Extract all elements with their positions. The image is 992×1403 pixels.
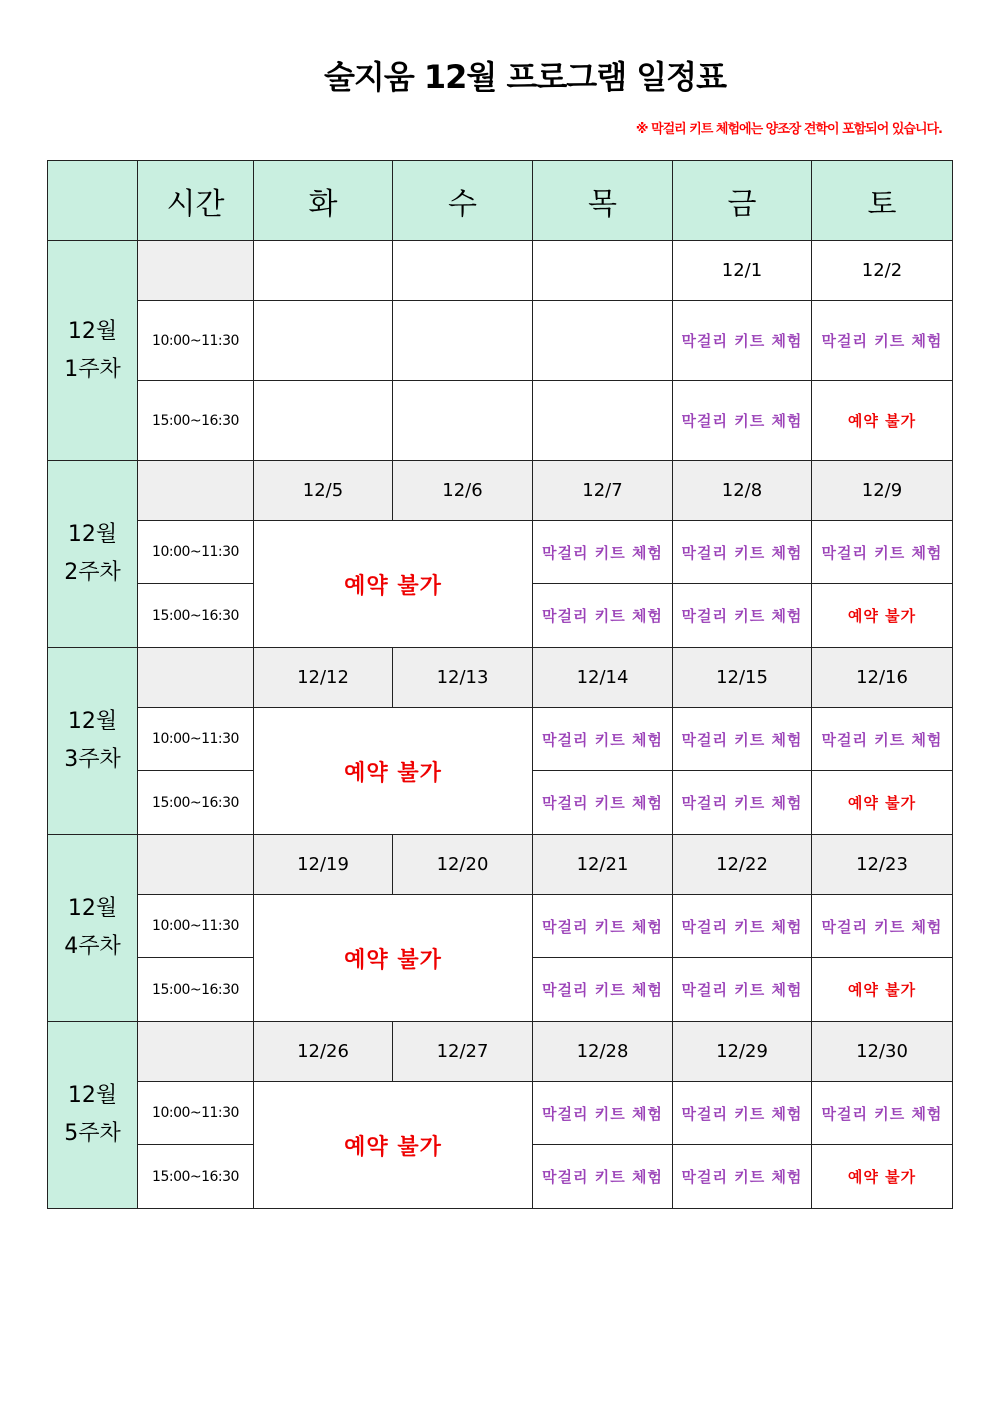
date-cell: 12/27 [393, 1022, 533, 1082]
date-cell [533, 241, 673, 301]
week1-date-row [48, 241, 953, 301]
date-cell [138, 461, 254, 521]
week1-month: 12월 [67, 318, 118, 344]
slot-cell: 막걸리 키트 체험 [673, 708, 812, 771]
header-tue: 화 [254, 161, 393, 241]
date-cell: 12/20 [393, 835, 533, 895]
time-cell: 10:00~11:30 [138, 895, 254, 958]
week4-slot1-row [48, 895, 953, 958]
date-cell [138, 648, 254, 708]
closed-cell: 예약 불가 [254, 895, 533, 1022]
date-cell: 12/5 [254, 461, 393, 521]
date-cell: 12/15 [673, 648, 812, 708]
slot-cell: 예약 불가 [812, 958, 953, 1022]
schedule-table [47, 160, 953, 1209]
slot-cell: 막걸리 키트 체험 [533, 521, 673, 584]
week3-number: 3주차 [64, 747, 121, 772]
date-cell: 12/22 [673, 835, 812, 895]
week3-slot1-row [48, 708, 953, 771]
closed-cell: 예약 불가 [254, 1082, 533, 1209]
week2-label [48, 461, 138, 648]
slot-cell: 막걸리 키트 체험 [673, 895, 812, 958]
week4-month: 12월 [67, 896, 118, 921]
date-cell [254, 241, 393, 301]
week2-slot1-row [48, 521, 953, 584]
slot-cell [254, 381, 393, 461]
header-time: 시간 [138, 161, 254, 241]
date-cell: 12/16 [812, 648, 953, 708]
slot-cell: 예약 불가 [812, 1145, 953, 1209]
slot-cell: 막걸리 키트 체험 [812, 708, 953, 771]
date-cell: 12/19 [254, 835, 393, 895]
time-cell: 15:00~16:30 [138, 584, 254, 648]
time-cell: 10:00~11:30 [138, 521, 254, 584]
slot-cell: 막걸리 키트 체험 [533, 1145, 673, 1209]
slot-cell: 예약 불가 [812, 584, 953, 648]
slot-cell: 막걸리 키트 체험 [673, 1082, 812, 1145]
time-cell: 10:00~11:30 [138, 708, 254, 771]
date-cell: 12/2 [812, 241, 953, 301]
slot-cell: 막걸리 키트 체험 [673, 771, 812, 835]
week2-month: 12월 [67, 522, 118, 547]
slot-cell: 막걸리 키트 체험 [673, 958, 812, 1022]
date-cell: 12/14 [533, 648, 673, 708]
slot-cell [393, 381, 533, 461]
week2-number: 2주차 [64, 560, 121, 585]
header-thu: 목 [533, 161, 673, 241]
date-cell: 12/30 [812, 1022, 953, 1082]
week4-label [48, 835, 138, 1022]
header-blank [48, 161, 138, 241]
header-sat: 토 [812, 161, 953, 241]
date-cell: 12/21 [533, 835, 673, 895]
date-cell: 12/6 [393, 461, 533, 521]
time-cell: 15:00~16:30 [138, 958, 254, 1022]
header-row [48, 161, 953, 241]
date-cell: 12/29 [673, 1022, 812, 1082]
date-cell: 12/1 [673, 241, 812, 301]
page-title: 술지움 12월 프로그램 일정표 [324, 58, 726, 96]
date-cell: 12/28 [533, 1022, 673, 1082]
slot-cell [254, 301, 393, 381]
slot-cell: 막걸리 키트 체험 [673, 521, 812, 584]
slot-cell: 막걸리 키트 체험 [533, 895, 673, 958]
slot-cell: 막걸리 키트 체험 [533, 958, 673, 1022]
date-cell [138, 835, 254, 895]
slot-cell: 막걸리 키트 체험 [673, 301, 812, 381]
date-cell: 12/13 [393, 648, 533, 708]
date-cell: 12/26 [254, 1022, 393, 1082]
date-cell: 12/7 [533, 461, 673, 521]
date-cell [138, 241, 254, 301]
slot-cell: 막걸리 키트 체험 [812, 521, 953, 584]
time-cell: 15:00~16:30 [138, 381, 254, 461]
week1-number: 1주차 [64, 356, 121, 382]
date-cell [138, 1022, 254, 1082]
week3-month: 12월 [67, 709, 118, 734]
slot-cell: 막걸리 키트 체험 [812, 1082, 953, 1145]
slot-cell: 막걸리 키트 체험 [533, 584, 673, 648]
slot-cell [533, 381, 673, 461]
slot-cell [393, 301, 533, 381]
week3-date-row [48, 648, 953, 708]
slot-cell [533, 301, 673, 381]
date-cell: 12/12 [254, 648, 393, 708]
week5-number: 5주차 [64, 1121, 121, 1146]
week5-month: 12월 [67, 1083, 118, 1108]
time-cell: 10:00~11:30 [138, 301, 254, 381]
slot-cell: 막걸리 키트 체험 [812, 301, 953, 381]
week4-date-row [48, 835, 953, 895]
header-fri: 금 [673, 161, 812, 241]
date-cell: 12/8 [673, 461, 812, 521]
date-cell: 12/23 [812, 835, 953, 895]
slot-cell: 막걸리 키트 체험 [673, 584, 812, 648]
week5-slot1-row [48, 1082, 953, 1145]
slot-cell: 막걸리 키트 체험 [533, 1082, 673, 1145]
slot-cell: 예약 불가 [812, 771, 953, 835]
notice-text: ※ 막걸리 키트 체험에는 양조장 견학이 포함되어 있습니다. [635, 122, 942, 137]
week1-slot1-row [48, 301, 953, 381]
week5-label [48, 1022, 138, 1209]
week3-label [48, 648, 138, 835]
closed-cell: 예약 불가 [254, 708, 533, 835]
slot-cell: 막걸리 키트 체험 [533, 708, 673, 771]
slot-cell: 막걸리 키트 체험 [533, 771, 673, 835]
week5-date-row [48, 1022, 953, 1082]
time-cell: 15:00~16:30 [138, 771, 254, 835]
date-cell [393, 241, 533, 301]
slot-cell: 예약 불가 [812, 381, 953, 461]
time-cell: 10:00~11:30 [138, 1082, 254, 1145]
time-cell: 15:00~16:30 [138, 1145, 254, 1209]
closed-cell: 예약 불가 [254, 521, 533, 648]
slot-cell: 막걸리 키트 체험 [673, 381, 812, 461]
week1-label [48, 241, 138, 461]
week4-number: 4주차 [64, 934, 121, 959]
week1-slot2-row [48, 381, 953, 461]
week2-date-row [48, 461, 953, 521]
slot-cell: 막걸리 키트 체험 [673, 1145, 812, 1209]
slot-cell: 막걸리 키트 체험 [812, 895, 953, 958]
date-cell: 12/9 [812, 461, 953, 521]
header-wed: 수 [393, 161, 533, 241]
